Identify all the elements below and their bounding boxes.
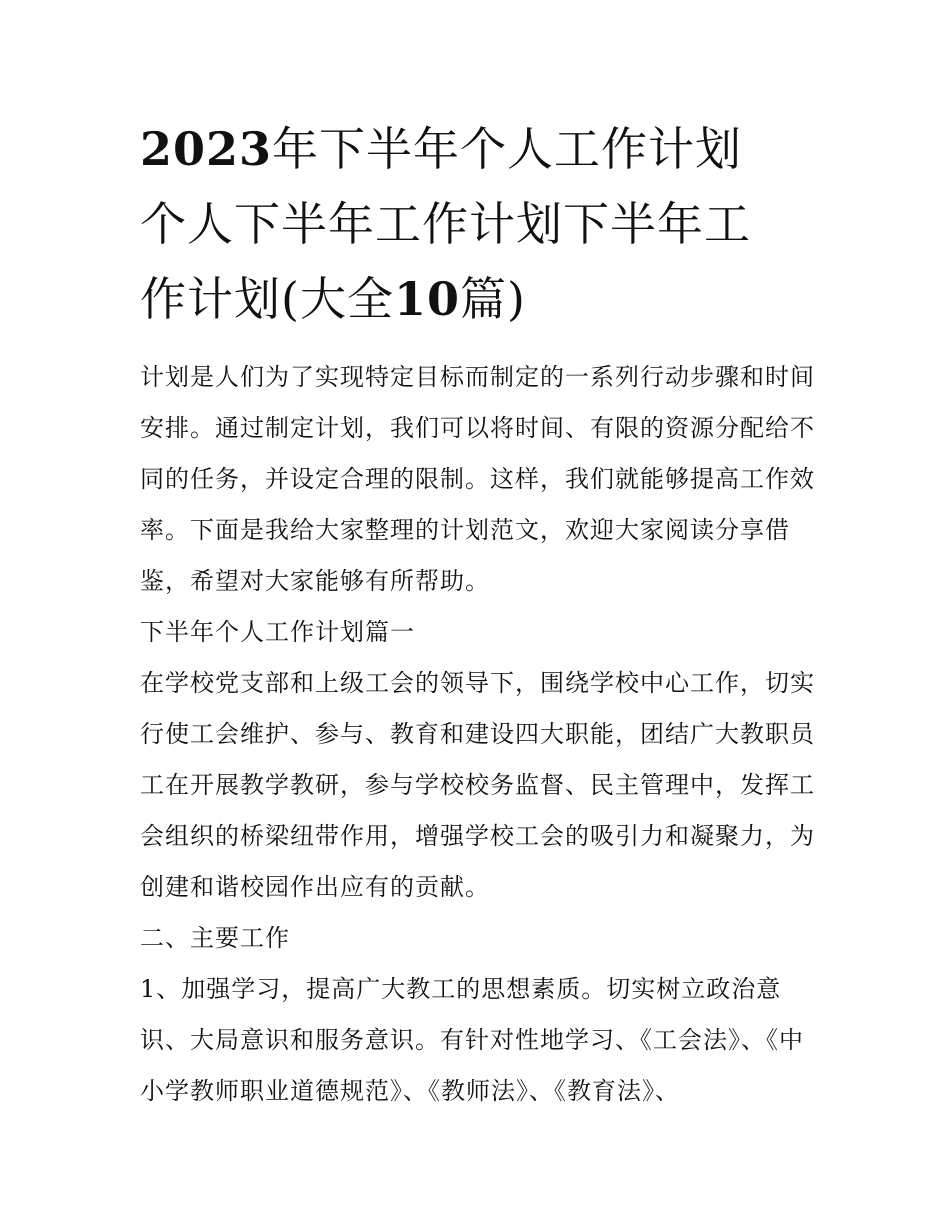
document-title <box>140 112 820 337</box>
title-line-3: 作计划(大全10篇) <box>140 272 526 326</box>
title-line-2: 个人下半年工作计划下半年工 <box>140 197 751 251</box>
section-1-paragraph: 在学校党支部和上级工会的领导下，围绕学校中心工作，切实行使工会维护、参与、教育和建设四大职能，团结广大教职员工在开展教学教研，参与学校校务监督、民主管理中，发挥工会组织的桥梁纽带作用，增强学校工会的吸引力和凝聚力，为创建和谐校园作出应有的贡献。 <box>140 669 815 901</box>
section-1-heading: 下半年个人工作计划篇一 <box>140 618 415 646</box>
section-2-heading: 二、主要工作 <box>140 924 290 952</box>
document-body <box>140 352 820 1117</box>
title-line-1: 2023年下半年个人工作计划 <box>140 122 743 176</box>
intro-paragraph: 计划是人们为了实现特定目标而制定的一系列行动步骤和时间安排。通过制定计划，我们可以将时间、有限的资源分配给不同的任务，并设定合理的限制。这样，我们就能够提高工作效率。下面是我给大家整理的计划范文，欢迎大家阅读分享借鉴，希望对大家能够有所帮助。 <box>140 363 815 595</box>
item-1-paragraph: 1、加强学习，提高广大教工的思想素质。切实树立政治意识、大局意识和服务意识。有针对性地学习、《工会法》、《中小学教师职业道德规范》、《教师法》、《教育法》、 <box>140 975 804 1105</box>
